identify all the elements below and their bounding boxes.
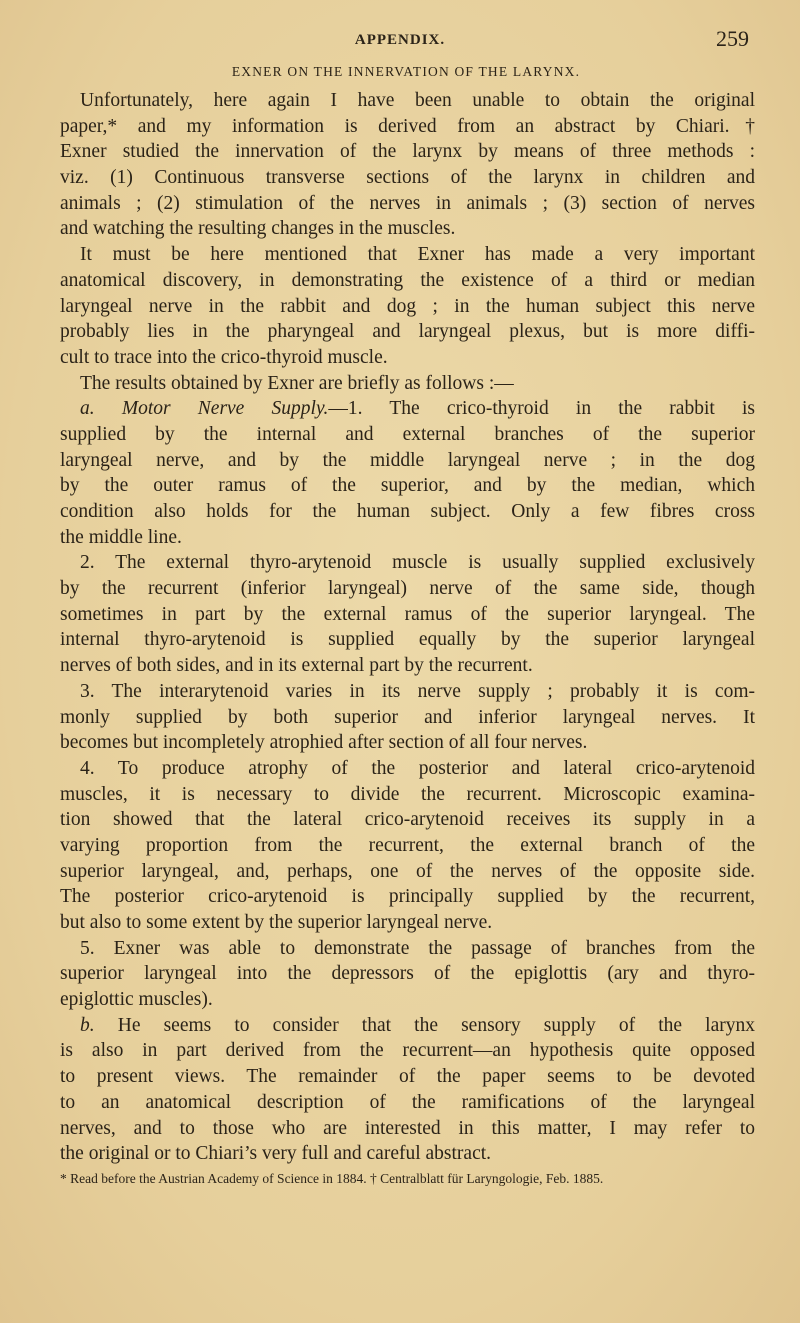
text-line: nerves, and to those who are interested in this matter, I may refer to <box>60 1117 755 1139</box>
paragraph <box>60 550 755 678</box>
text-line: varying proportion from the recurrent, the external branch of the <box>60 834 755 856</box>
text-line: Unfortunately, here again I have been unable to obtain the original <box>80 90 755 111</box>
text-line: The posterior crico-arytenoid is principally supplied by the recurrent, <box>60 886 755 908</box>
text-line <box>60 1013 755 1039</box>
text-line: animals ; (2) stimulation of the nerves in animals ; (3) section of nerves <box>60 192 755 214</box>
section-title: EXNER ON THE INNERVATION OF THE LARYNX. <box>231 64 581 79</box>
text-line: superior laryngeal, and, perhaps, one of the nerves of the opposite side. <box>60 860 755 882</box>
text-line: 4. To produce atrophy of the posterior and lateral crico-arytenoid <box>80 757 755 779</box>
text-line: by the outer ramus of the superior, and by the median, which <box>60 475 755 497</box>
text-line: by the recurrent (inferior laryngeal) nerve of the same side, though <box>60 578 755 600</box>
paragraph <box>60 396 755 550</box>
text-line: supplied by the internal and external branches of the superior <box>60 423 755 445</box>
paragraph <box>60 679 755 756</box>
text-line: internal thyro-arytenoid is supplied equally by the superior laryngeal <box>60 629 755 651</box>
italic-text: b. <box>80 1014 95 1036</box>
text-line: becomes but incompletely atrophied after section of all four nerves. <box>60 732 588 754</box>
text-line: laryngeal nerve in the rabbit and dog ; in the human subject this nerve <box>60 295 755 317</box>
text-line <box>60 396 755 422</box>
text-line: is also in part derived from the recurrent—an hypothesis quite opposed <box>60 1040 755 1062</box>
text-line: monly supplied by both superior and inferior laryngeal nerves. It <box>60 706 755 728</box>
paragraph <box>60 756 755 936</box>
text-line: the middle line. <box>60 526 182 548</box>
text-line: 3. The interarytenoid varies in its nerve supply ; probably it is com- <box>80 680 755 702</box>
paragraph <box>60 88 755 242</box>
text-line: The results obtained by Exner are briefly as follows :— <box>80 372 514 394</box>
text-line: but also to some extent by the superior laryngeal nerve. <box>60 912 493 933</box>
text-line: It must be here mentioned that Exner has made a very important <box>80 244 755 266</box>
paragraph <box>60 242 755 370</box>
running-head: APPENDIX. <box>354 32 446 48</box>
text-line: anatomical discovery, in demonstrating the existence of a third or median <box>60 269 755 291</box>
text-line: superior laryngeal into the depressors of the epiglottis (ary and thyro- <box>60 963 755 985</box>
text-line: epiglottic muscles). <box>60 989 213 1011</box>
text-line: viz. (1) Continuous transverse sections of the larynx in children and <box>60 167 755 189</box>
text-line: sometimes in part by the external ramus of the superior laryngeal. The <box>60 603 755 625</box>
text-line: 5. Exner was able to demonstrate the passage of branches from the <box>80 937 755 959</box>
text-line: condition also holds for the human subject. Only a few fibres cross <box>60 501 755 522</box>
italic-text: a. Motor Nerve Supply. <box>80 398 329 420</box>
text-line: muscles, it is necessary to divide the recurrent. Microscopic examina- <box>60 783 755 805</box>
paragraph <box>60 371 755 397</box>
paragraph <box>60 936 755 1013</box>
text-line: and watching the resulting changes in the muscles. <box>60 218 456 240</box>
text-line: Exner studied the innervation of the larynx by means of three methods : <box>60 141 755 163</box>
text-line: paper,* and my information is derived from an abstract by Chiari.† <box>60 115 755 137</box>
footnote: * Read before the Austrian Academy of Science in 1884. † Centralblatt für Laryngologie, Feb. 1885. <box>60 1171 604 1186</box>
text-line: the original or to Chiari’s very full and careful abstract. <box>60 1143 492 1165</box>
text-line: cult to trace into the crico-thyroid muscle. <box>60 346 388 368</box>
body-text <box>60 88 755 1167</box>
paragraph <box>60 1013 755 1167</box>
text-line: to an anatomical description of the ramifications of the laryngeal <box>60 1091 755 1113</box>
text-line: to present views. The remainder of the paper seems to be devoted <box>60 1066 755 1088</box>
text-line: tion showed that the lateral crico-arytenoid receives its supply in a <box>60 809 755 831</box>
page-number: 259 <box>716 26 749 51</box>
text-segment: He seems to consider that the sensory supply of the larynx <box>94 1014 755 1036</box>
text-segment: —1. The crico-thyroid in the rabbit is <box>328 398 755 420</box>
text-line: 2. The external thyro-arytenoid muscle is usually supplied exclusively <box>80 552 755 574</box>
text-line: nerves of both sides, and in its external part by the recurrent. <box>60 655 533 677</box>
text-line: probably lies in the pharyngeal and laryngeal plexus, but is more diffi- <box>60 321 755 343</box>
text-line: laryngeal nerve, and by the middle laryngeal nerve ; in the dog <box>60 449 755 471</box>
